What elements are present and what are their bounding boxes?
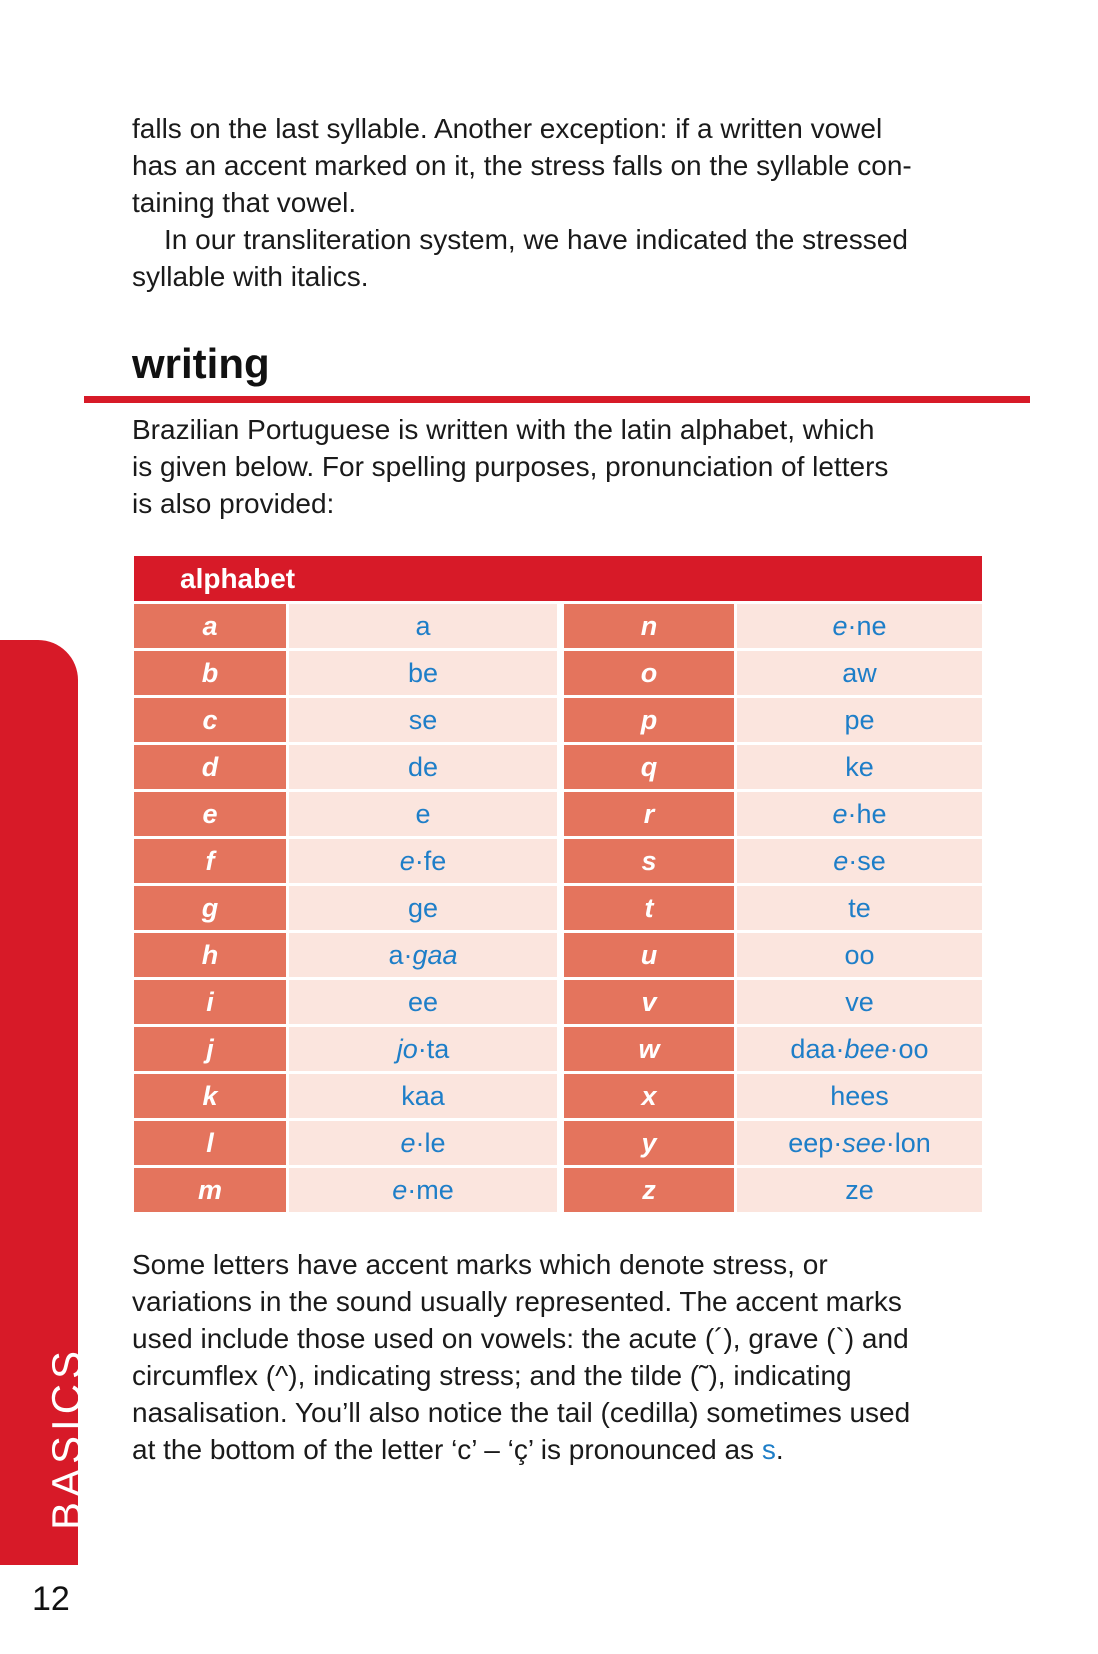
text-line: variations in the sound usually represented. The accent marks xyxy=(132,1286,902,1317)
pronunciation-cell xyxy=(289,980,557,1024)
pronunciation-part: ee xyxy=(407,987,439,1017)
table-row xyxy=(134,1168,982,1212)
pronunciation-cell xyxy=(737,698,982,742)
pronunciation-part: ·le xyxy=(415,1128,446,1158)
text-line: Some letters have accent marks which denote stress, or xyxy=(132,1249,828,1280)
pronunciation-part: a xyxy=(415,611,431,641)
pronunciation-cell xyxy=(737,1168,982,1212)
pronunciation-cell xyxy=(289,792,557,836)
pronunciation-cell xyxy=(737,1074,982,1118)
letter-cell: s xyxy=(564,839,734,883)
pronunciation-part: see xyxy=(842,1128,886,1158)
pronunciation-cell xyxy=(289,1074,557,1118)
pronunciation-part: se xyxy=(408,705,438,735)
table-row xyxy=(134,698,982,742)
pronunciation-cell xyxy=(737,792,982,836)
letter-cell: g xyxy=(134,886,286,930)
pronunciation-cell xyxy=(289,698,557,742)
letter-cell: r xyxy=(564,792,734,836)
pronunciation-cell xyxy=(289,1027,557,1071)
pronunciation-part: gaa xyxy=(412,940,458,970)
text-line: syllable with italics. xyxy=(132,261,369,292)
pronunciation-part: e xyxy=(832,799,848,829)
pronunciation-cell xyxy=(737,1121,982,1165)
accents-paragraph xyxy=(132,1246,982,1468)
pronunciation-part: e xyxy=(415,799,431,829)
pronunciation-part: daa· xyxy=(790,1034,845,1064)
table-body xyxy=(134,604,982,1212)
pronunciation-part: eep· xyxy=(788,1128,843,1158)
letter-cell: o xyxy=(564,651,734,695)
pronunciation-cell xyxy=(737,933,982,977)
text-line: is also provided: xyxy=(132,488,335,519)
pronunciation-cell xyxy=(289,604,557,648)
pronunciation-part: ke xyxy=(845,752,874,782)
pronunciation-part: bee xyxy=(844,1034,890,1064)
letter-cell: v xyxy=(564,980,734,1024)
table-row xyxy=(134,745,982,789)
text-line xyxy=(132,1431,982,1468)
pronunciation-part: ·me xyxy=(407,1175,454,1205)
section-tab-label: BASICS xyxy=(43,1345,90,1530)
pronunciation-cell xyxy=(289,839,557,883)
pronunciation-part: kaa xyxy=(401,1081,445,1111)
text-line: used include those used on vowels: the acute (´), grave (`) and xyxy=(132,1323,909,1354)
pronunciation-cell xyxy=(737,651,982,695)
table-row xyxy=(134,604,982,648)
table-row xyxy=(134,1027,982,1071)
pronunciation-part: ge xyxy=(407,893,439,923)
pronunciation-part: ·fe xyxy=(414,846,447,876)
pronunciation-cell xyxy=(289,1121,557,1165)
letter-cell: i xyxy=(134,980,286,1024)
pronunciation-part: jo xyxy=(396,1034,418,1064)
heading-divider xyxy=(84,396,1030,403)
pronunciation-part: e xyxy=(392,1175,408,1205)
table-row xyxy=(134,1121,982,1165)
alphabet-table xyxy=(134,556,982,1215)
pronunciation-cell xyxy=(737,604,982,648)
intro-paragraph xyxy=(132,110,982,295)
text-line: In our transliteration system, we have indicated the stressed xyxy=(164,224,908,255)
letter-cell: d xyxy=(134,745,286,789)
text-fragment: at the bottom of the letter ‘c’ – ‘ç’ is pronounced as xyxy=(132,1434,762,1465)
table-row xyxy=(134,980,982,1024)
table-row xyxy=(134,792,982,836)
letter-cell: l xyxy=(134,1121,286,1165)
letter-cell: c xyxy=(134,698,286,742)
pronunciation-part: ·ta xyxy=(417,1034,450,1064)
pronunciation-cell xyxy=(737,1027,982,1071)
text-line: has an accent marked on it, the stress falls on the syllable con- xyxy=(132,150,912,181)
letter-cell: j xyxy=(134,1027,286,1071)
pronunciation-part: a· xyxy=(388,940,413,970)
letter-cell: w xyxy=(564,1027,734,1071)
pronunciation-part: ·ne xyxy=(847,611,887,641)
pronunciation-part: be xyxy=(407,658,439,688)
pronunciation-part: hees xyxy=(830,1081,889,1111)
pronunciation-part: e xyxy=(832,611,848,641)
table-row xyxy=(134,886,982,930)
pronunciation-example: s xyxy=(761,1434,776,1465)
text-line: nasalisation. You’ll also notice the tail (cedilla) sometimes used xyxy=(132,1397,911,1428)
pronunciation-part: ·se xyxy=(848,846,886,876)
letter-cell: a xyxy=(134,604,286,648)
letter-cell: k xyxy=(134,1074,286,1118)
pronunciation-part: ve xyxy=(845,987,874,1017)
pronunciation-cell xyxy=(737,839,982,883)
pronunciation-cell xyxy=(289,1168,557,1212)
letter-cell: t xyxy=(564,886,734,930)
letter-cell: n xyxy=(564,604,734,648)
table-row xyxy=(134,933,982,977)
letter-cell: z xyxy=(564,1168,734,1212)
pronunciation-cell xyxy=(289,933,557,977)
pronunciation-part: oo xyxy=(844,940,875,970)
writing-paragraph xyxy=(132,411,982,522)
pronunciation-cell xyxy=(289,745,557,789)
table-row xyxy=(134,651,982,695)
pronunciation-part: e xyxy=(399,846,415,876)
section-heading: writing xyxy=(132,340,270,387)
pronunciation-part: e xyxy=(400,1128,416,1158)
letter-cell: y xyxy=(564,1121,734,1165)
pronunciation-part: de xyxy=(407,752,439,782)
text-line: is given below. For spelling purposes, pronunciation of letters xyxy=(132,451,889,482)
letter-cell: u xyxy=(564,933,734,977)
pronunciation-part: aw xyxy=(842,658,877,688)
pronunciation-part: ze xyxy=(845,1175,874,1205)
pronunciation-part: te xyxy=(848,893,871,923)
letter-cell: h xyxy=(134,933,286,977)
pronunciation-part: e xyxy=(833,846,849,876)
letter-cell: m xyxy=(134,1168,286,1212)
pronunciation-cell xyxy=(737,745,982,789)
text-line: falls on the last syllable. Another exception: if a written vowel xyxy=(132,113,883,144)
letter-cell: f xyxy=(134,839,286,883)
letter-cell: b xyxy=(134,651,286,695)
pronunciation-part: ·oo xyxy=(889,1034,929,1064)
table-row xyxy=(134,1074,982,1118)
pronunciation-cell xyxy=(737,980,982,1024)
letter-cell: x xyxy=(564,1074,734,1118)
letter-cell: q xyxy=(564,745,734,789)
pronunciation-cell xyxy=(737,886,982,930)
table-row xyxy=(134,839,982,883)
text-line: Brazilian Portuguese is written with the latin alphabet, which xyxy=(132,414,875,445)
pronunciation-part: pe xyxy=(844,705,875,735)
text-line: taining that vowel. xyxy=(132,187,357,218)
pronunciation-cell xyxy=(289,651,557,695)
pronunciation-cell xyxy=(289,886,557,930)
page-number: 12 xyxy=(32,1580,70,1618)
pronunciation-part: ·lon xyxy=(885,1128,931,1158)
letter-cell: e xyxy=(134,792,286,836)
pronunciation-part: ·he xyxy=(847,799,887,829)
text-line: circumflex (^), indicating stress; and the tilde (˜), indicating xyxy=(132,1360,852,1391)
table-title: alphabet xyxy=(134,556,982,601)
letter-cell: p xyxy=(564,698,734,742)
text-fragment: . xyxy=(775,1434,784,1465)
